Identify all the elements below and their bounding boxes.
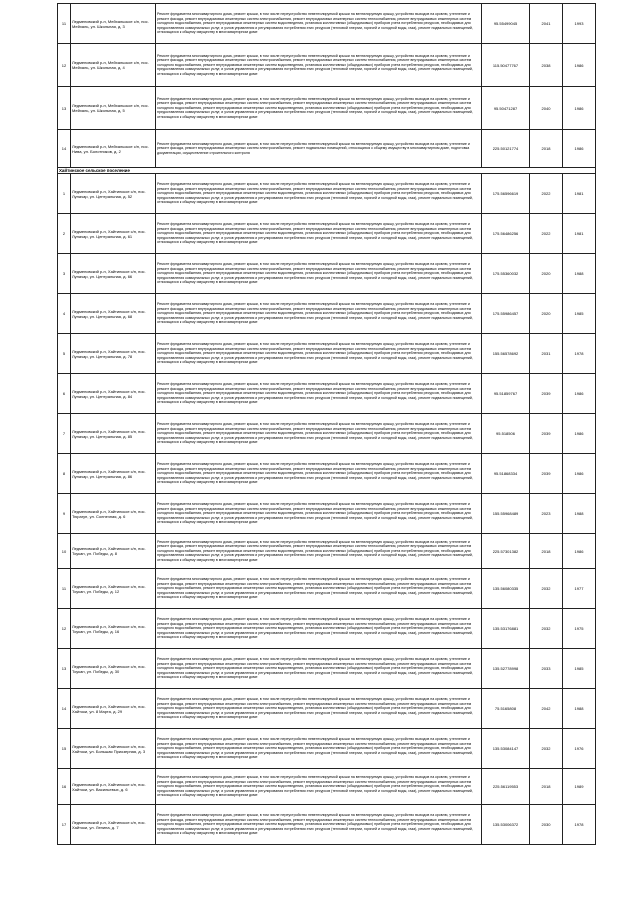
row-year-planned: 2039	[530, 414, 563, 454]
row-works: Ремонт фундамента многоквартирного дома, ремонт крыши, в том числе переустройство невентилируемой крыши на вентилируемую крышу, устройство выходов на кровлю, утепление и ремонт фасада, ремонт внутридомовых инженерных систем электроснабжения, ремонт внутридомовых инженерных систем теплоснабжения, ремонт внутридомовых инженерных систем холодного водоснабжения, ремонт внутридомовых инженерных систем водоотведения, установка коллективных (общедомовых) приборов учета потребления ресурсов, необходимых для предоставления коммунальных услуг, и узлов управления и регулирования потребления этих ресурсов (тепловой энергии, горячей и холодной воды, газа), ремонт подвальных помещений, относящихся к общему имуществу в многоквартирном доме	[156, 494, 482, 534]
row-year-built: 1976	[563, 729, 596, 769]
table-row	[58, 87, 596, 130]
table-row	[58, 494, 596, 534]
row-number: 5	[58, 334, 71, 374]
row-area: 135.53006372	[482, 805, 530, 845]
row-year-planned: 2032	[530, 729, 563, 769]
row-address: Ледменовский р-н, Мейхальское с/п, пос. Мейхаль, ул. Школьная, д. 3	[71, 4, 156, 44]
table-row	[58, 374, 596, 414]
row-year-built: 1986	[563, 534, 596, 569]
row-works: Ремонт фундамента многоквартирного дома, ремонт крыши, в том числе переустройство невентилируемой крыши на вентилируемую крышу, устройство выходов на кровлю, утепление и ремонт фасада, ремонт внутридомовых инженерных систем электроснабжения, ремонт внутридомовых инженерных систем теплоснабжения, ремонт внутридомовых инженерных систем холодного водоснабжения, ремонт внутридомовых инженерных систем водоотведения, установка коллективных (общедомовых) приборов учета потребления ресурсов, необходимых для предоставления коммунальных услуг, и узлов управления и регулирования потребления этих ресурсов (тепловой энергии, горячей и холодной воды, газа), ремонт подвальных помещений, относящихся к общему имуществу в многоквартирном доме	[156, 87, 482, 130]
row-address: Ледменовский р-н, Хайтинское с/п, пос. Луначар, ул. Центральная, д. 86	[71, 454, 156, 494]
row-address: Ледменовский р-н, Хайтинское с/п, пос. Луначар, ул. Центральная, д. 85	[71, 414, 156, 454]
row-year-planned: 2018	[530, 130, 563, 168]
row-works: Ремонт фундамента многоквартирного дома, ремонт крыши, в том числе переустройство невентилируемой крыши на вентилируемую крышу, устройство выходов на кровлю, утепление и ремонт фасада, ремонт внутридомовых инженерных систем электроснабжения, ремонт внутридомовых инженерных систем теплоснабжения, ремонт внутридомовых инженерных систем холодного водоснабжения, ремонт внутридомовых инженерных систем водоотведения, установка коллективных (общедомовых) приборов учета потребления ресурсов, необходимых для предоставления коммунальных услуг, и узлов управления и регулирования потребления этих ресурсов (тепловой энергии, горячей и холодной воды, газа), ремонт подвальных помещений, относящихся к общему имуществу в многоквартирном доме	[156, 805, 482, 845]
row-area: 115.50477767	[482, 44, 530, 87]
row-year-planned: 2023	[530, 494, 563, 534]
table-row	[58, 294, 596, 334]
row-year-planned: 2020	[530, 254, 563, 294]
row-works: Ремонт фундамента многоквартирного дома, ремонт крыши, в том числе переустройство невентилируемой крыши на вентилируемую крышу, устройство выходов на кровлю, утепление и ремонт фасада, ремонт внутридомовых инженерных систем электроснабжения, ремонт внутридомовых инженерных систем теплоснабжения, ремонт внутридомовых инженерных систем холодного водоснабжения, ремонт внутридомовых инженерных систем водоотведения, установка коллективных (общедомовых) приборов учета потребления ресурсов, необходимых для предоставления коммунальных услуг, и узлов управления и регулирования потребления этих ресурсов (тепловой энергии, горячей и холодной воды, газа), ремонт подвальных помещений, относящихся к общему имуществу в многоквартирном доме	[156, 254, 482, 294]
row-address: Ледменовский р-н, Хайтинское с/п, пос. Хайтоки, ул. Большая Приозерная, д. 3	[71, 729, 156, 769]
table-row	[58, 569, 596, 609]
row-number: 12	[58, 44, 71, 87]
row-year-planned: 2039	[530, 374, 563, 414]
row-address: Ледменовский р-н, Хайтинское с/п, пос. Тоукан, ул. Победы, д. 12	[71, 569, 156, 609]
capital-repair-table	[57, 3, 596, 845]
row-works: Ремонт фундамента многоквартирного дома, ремонт крыши, в том числе переустройство невентилируемой крыши на вентилируемую крышу, устройство выходов на кровлю, утепление и ремонт фасада, ремонт внутридомовых инженерных систем электроснабжения, ремонт внутридомовых инженерных систем теплоснабжения, ремонт внутридомовых инженерных систем холодного водоснабжения, ремонт внутридомовых инженерных систем водоотведения, установка коллективных (общедомовых) приборов учета потребления ресурсов, необходимых для предоставления коммунальных услуг, и узлов управления и регулирования потребления этих ресурсов (тепловой энергии, горячей и холодной воды, газа), ремонт подвальных помещений, относящихся к общему имуществу в многоквартирном доме	[156, 44, 482, 87]
row-area: 175.55986457	[482, 294, 530, 334]
row-year-planned: 2038	[530, 44, 563, 87]
row-address: Ледменовский р-н, Хайтинское с/п, пос. Тюрагуп, ул. Солнечная, д. 6	[71, 494, 156, 534]
table-row	[58, 214, 596, 254]
row-area: 135.53084147	[482, 729, 530, 769]
row-year-planned: 2033	[530, 649, 563, 689]
row-number: 14	[58, 689, 71, 729]
row-year-planned: 2040	[530, 87, 563, 130]
row-year-built: 1986	[563, 130, 596, 168]
row-number: 7	[58, 414, 71, 454]
row-works: Ремонт фундамента многоквартирного дома, ремонт крыши, в том числе переустройство невентилируемой крыши на вентилируемую крышу, устройство выходов на кровлю, утепление и ремонт фасада, ремонт внутридомовых инженерных систем электроснабжения, ремонт внутридомовых инженерных систем теплоснабжения, ремонт внутридомовых инженерных систем холодного водоснабжения, ремонт внутридомовых инженерных систем водоотведения, установка коллективных (общедомовых) приборов учета потребления ресурсов, необходимых для предоставления коммунальных услуг, и узлов управления и регулирования потребления этих ресурсов (тепловой энергии, горячей и холодной воды, газа), ремонт подвальных помещений, относящихся к общему имуществу в многоквартирном доме	[156, 609, 482, 649]
table-row	[58, 254, 596, 294]
row-area: 95.55499045	[482, 4, 530, 44]
row-works: Ремонт фундамента многоквартирного дома, ремонт крыши, в том числе переустройство невентилируемой крыши на вентилируемую крышу, устройство выходов на кровлю, утепление и ремонт фасада, ремонт внутридомовых инженерных систем электроснабжения, ремонт внутридомовых инженерных систем теплоснабжения, ремонт внутридомовых инженерных систем холодного водоснабжения, ремонт внутридомовых инженерных систем водоотведения, установка коллективных (общедомовых) приборов учета потребления ресурсов, необходимых для предоставления коммунальных услуг, и узлов управления и регулирования потребления этих ресурсов (тепловой энергии, горячей и холодной воды, газа), ремонт подвальных помещений, относящихся к общему имуществу в многоквартирном доме	[156, 294, 482, 334]
row-number: 11	[58, 569, 71, 609]
row-area: 175.56596619	[482, 174, 530, 214]
row-address: Ледменовский р-н, Хайтинское с/п, пос. Луначар, ул. Центральная, д. 61	[71, 214, 156, 254]
row-area: 155.55968489	[482, 494, 530, 534]
row-year-built: 1981	[563, 214, 596, 254]
row-year-built: 1978	[563, 805, 596, 845]
row-number: 4	[58, 294, 71, 334]
row-address: Ледменовский р-н, Хайтинское с/п, пос. Луначар, ул. Центральная, д. 68	[71, 294, 156, 334]
row-area: 175.55360032	[482, 254, 530, 294]
row-number: 17	[58, 805, 71, 845]
row-address: Ледменовский р-н, Хайтинское с/п, пос. Луначар, ул. Центральная, д. 84	[71, 374, 156, 414]
row-number: 2	[58, 214, 71, 254]
row-area: 225.50121774	[482, 130, 530, 168]
row-year-planned: 2030	[530, 805, 563, 845]
row-year-built: 1985	[563, 649, 596, 689]
row-works: Ремонт фундамента многоквартирного дома, ремонт крыши, в том числе переустройство невентилируемой крыши на вентилируемую крышу, устройство выходов на кровлю, утепление и ремонт фасада, ремонт внутридомовых инженерных систем электроснабжения, ремонт внутридомовых инженерных систем теплоснабжения, ремонт внутридомовых инженерных систем холодного водоснабжения, ремонт внутридомовых инженерных систем водоотведения, установка коллективных (общедомовых) приборов учета потребления ресурсов, необходимых для предоставления коммунальных услуг, и узлов управления и регулирования потребления этих ресурсов (тепловой энергии, горячей и холодной воды, газа), ремонт подвальных помещений, относящихся к общему имуществу в многоквартирном доме	[156, 334, 482, 374]
row-area: 135.53176881	[482, 609, 530, 649]
row-area: 225.57301382	[482, 534, 530, 569]
document-page	[57, 3, 595, 845]
row-address: Ледменовский р-н, Хайтинское с/п, пос. Хайтоки, ул. Ленина, д. 7	[71, 805, 156, 845]
row-address: Ледменовский р-н, Хайтинское с/п, пос. Луначар, ул. Центральная, д. 78	[71, 334, 156, 374]
row-works: Ремонт фундамента многоквартирного дома, ремонт крыши, в том числе переустройство невентилируемой крыши на вентилируемую крышу, устройство выходов на кровлю, утепление и ремонт фасада, ремонт внутридомовых инженерных систем электроснабжения, ремонт внутридомовых инженерных систем теплоснабжения, ремонт внутридомовых инженерных систем холодного водоснабжения, ремонт внутридомовых инженерных систем водоотведения, установка коллективных (общедомовых) приборов учета потребления ресурсов, необходимых для предоставления коммунальных услуг, и узлов управления и регулирования потребления этих ресурсов (тепловой энергии, горячей и холодной воды, газа), ремонт подвальных помещений, относящихся к общему имуществу в многоквартирном доме	[156, 649, 482, 689]
row-number: 9	[58, 494, 71, 534]
row-area: 175.56486256	[482, 214, 530, 254]
row-area: 95.518506	[482, 414, 530, 454]
row-number: 14	[58, 130, 71, 168]
row-works: Ремонт фундамента многоквартирного дома, ремонт крыши, в том числе переустройство невентилируемой крыши на вентилируемую крышу, устройство выходов на кровлю, утепление и ремонт фасада, ремонт внутридомовых инженерных систем электроснабжения, ремонт внутридомовых инженерных систем теплоснабжения, ремонт внутридомовых инженерных систем холодного водоснабжения, ремонт внутридомовых инженерных систем водоотведения, установка коллективных (общедомовых) приборов учета потребления ресурсов, необходимых для предоставления коммунальных услуг, и узлов управления и регулирования потребления этих ресурсов (тепловой энергии, горячей и холодной воды, газа), ремонт подвальных помещений, относящихся к общему имуществу в многоквартирном доме	[156, 689, 482, 729]
row-year-planned: 2032	[530, 609, 563, 649]
row-address: Ледменовский р-н, Хайтинское с/п, пос. Тоукан, ул. Победы, д. 8	[71, 534, 156, 569]
row-works: Ремонт фундамента многоквартирного дома, ремонт крыши, в том числе переустройство невентилируемой крыши на вентилируемую крышу, устройство выходов на кровлю, утепление и ремонт фасада, ремонт внутридомовых инженерных систем электроснабжения, ремонт внутридомовых инженерных систем теплоснабжения, ремонт внутридомовых инженерных систем холодного водоснабжения, ремонт внутридомовых инженерных систем водоотведения, установка коллективных (общедомовых) приборов учета потребления ресурсов, необходимых для предоставления коммунальных услуг, и узлов управления и регулирования потребления этих ресурсов (тепловой энергии, горячей и холодной воды, газа), ремонт подвальных помещений, относящихся к общему имуществу в многоквартирном доме	[156, 534, 482, 569]
row-number: 13	[58, 87, 71, 130]
row-year-built: 1988	[563, 494, 596, 534]
table-section-top	[58, 4, 596, 168]
table-section-bottom	[58, 174, 596, 845]
row-year-built: 1986	[563, 374, 596, 414]
row-works: Ремонт фундамента многоквартирного дома, ремонт крыши, в том числе переустройство невентилируемой крыши на вентилируемую крышу, устройство выходов на кровлю, утепление и ремонт фасада, ремонт внутридомовых инженерных систем электроснабжения, ремонт внутридомовых инженерных систем теплоснабжения, ремонт внутридомовых инженерных систем холодного водоснабжения, ремонт внутридомовых инженерных систем водоотведения, установка коллективных (общедомовых) приборов учета потребления ресурсов, необходимых для предоставления коммунальных услуг, и узлов управления и регулирования потребления этих ресурсов (тепловой энергии, горячей и холодной воды, газа), ремонт подвальных помещений, относящихся к общему имуществу в многоквартирном доме	[156, 729, 482, 769]
table-row	[58, 769, 596, 805]
row-year-built: 1988	[563, 254, 596, 294]
row-area: 225.56119553	[482, 769, 530, 805]
table-row	[58, 609, 596, 649]
row-area: 75.5165808	[482, 689, 530, 729]
row-number: 1	[58, 174, 71, 214]
row-year-planned: 2042	[530, 689, 563, 729]
row-year-built: 1986	[563, 44, 596, 87]
row-year-planned: 2022	[530, 174, 563, 214]
row-area: 95.51868334	[482, 454, 530, 494]
row-year-planned: 2032	[530, 569, 563, 609]
row-number: 3	[58, 254, 71, 294]
row-year-built: 1981	[563, 174, 596, 214]
row-year-planned: 2020	[530, 294, 563, 334]
row-address: Ледменовский р-н, Хайтинское с/п, пос. Луначар, ул. Центральная, д. 66	[71, 254, 156, 294]
row-year-built: 1986	[563, 454, 596, 494]
row-year-built: 1988	[563, 689, 596, 729]
row-address: Ледменовский р-н, Мейхальское с/п, пос. Нива, ул. Болотников, д. 2	[71, 130, 156, 168]
row-year-built: 1986	[563, 414, 596, 454]
row-address: Ледменовский р-н, Хайтинское с/п, пос. Хайтоки, ул. Васильевых, д. 6	[71, 769, 156, 805]
row-address: Ледменовский р-н, Хайтинское с/п, пос. Тоукан, ул. Победы, д. 16	[71, 609, 156, 649]
row-year-built: 1986	[563, 87, 596, 130]
row-address: Ледменовский р-н, Хайтинское с/п, пос. Хайтоки, ул. 8 Марта, д. 29	[71, 689, 156, 729]
row-year-built: 1993	[563, 4, 596, 44]
row-works: Ремонт фундамента многоквартирного дома, ремонт крыши, в том числе переустройство невентилируемой крыши на вентилируемую крышу, устройство выходов на кровлю, утепление и ремонт фасада, ремонт внутридомовых инженерных систем электроснабжения, ремонт внутридомовых инженерных систем теплоснабжения, ремонт внутридомовых инженерных систем холодного водоснабжения, ремонт внутридомовых инженерных систем водоотведения, установка коллективных (общедомовых) приборов учета потребления ресурсов, необходимых для предоставления коммунальных услуг, и узлов управления и регулирования потребления этих ресурсов (тепловой энергии, горячей и холодной воды, газа), ремонт подвальных помещений, относящихся к общему имуществу в многоквартирном доме	[156, 214, 482, 254]
row-year-built: 1985	[563, 294, 596, 334]
row-year-built: 1989	[563, 769, 596, 805]
row-number: 6	[58, 374, 71, 414]
row-year-planned: 2039	[530, 454, 563, 494]
table-row	[58, 174, 596, 214]
row-area: 135.56080335	[482, 569, 530, 609]
row-works: Ремонт фундамента многоквартирного дома, ремонт крыши, в том числе переустройство невентилируемой крыши на вентилируемую крышу, устройство выходов на кровлю, утепление и ремонт фасада, ремонт внутридомовых инженерных систем электроснабжения, ремонт внутридомовых инженерных систем теплоснабжения, ремонт внутридомовых инженерных систем холодного водоснабжения, ремонт внутридомовых инженерных систем водоотведения, установка коллективных (общедомовых) приборов учета потребления ресурсов, необходимых для предоставления коммунальных услуг, и узлов управления и регулирования потребления этих ресурсов (тепловой энергии, горячей и холодной воды, газа), ремонт подвальных помещений, относящихся к общему имуществу в многоквартирном доме	[156, 454, 482, 494]
row-works: Ремонт фундамента многоквартирного дома, ремонт крыши, в том числе переустройство невентилируемой крыши на вентилируемую крышу, устройство выходов на кровлю, утепление и ремонт фасада, ремонт внутридомовых инженерных систем электроснабжения, ремонт внутридомовых инженерных систем теплоснабжения, ремонт внутридомовых инженерных систем холодного водоснабжения, ремонт внутридомовых инженерных систем водоотведения, установка коллективных (общедомовых) приборов учета потребления ресурсов, необходимых для предоставления коммунальных услуг, и узлов управления и регулирования потребления этих ресурсов (тепловой энергии, горячей и холодной воды, газа), ремонт подвальных помещений, относящихся к общему имуществу в многоквартирном доме	[156, 769, 482, 805]
row-number: 16	[58, 769, 71, 805]
row-number: 15	[58, 729, 71, 769]
row-year-planned: 2018	[530, 769, 563, 805]
row-year-planned: 2031	[530, 334, 563, 374]
row-address: Ледменовский р-н, Мейхальское с/п, пос. Мейхаль, ул. Школьная, д. 5	[71, 87, 156, 130]
row-number: 11	[58, 4, 71, 44]
table-row	[58, 334, 596, 374]
row-works: Ремонт фундамента многоквартирного дома, ремонт крыши, в том числе переустройство невентилируемой крыши на вентилируемую крышу, устройство выходов на кровлю, утепление и ремонт фасада, ремонт внутридомовых инженерных систем электроснабжения, ремонт подвальных помещений, относящихся к общему имуществу в многоквартирном доме, подготовка документации, осуществление строительного контроля	[156, 130, 482, 168]
row-area: 95.50471287	[482, 87, 530, 130]
row-year-planned: 2018	[530, 534, 563, 569]
row-address: Ледменовский р-н, Хайтинское с/п, пос. Тоукан, ул. Победы, д. 30	[71, 649, 156, 689]
row-area: 155.56578692	[482, 334, 530, 374]
row-area: 95.51859767	[482, 374, 530, 414]
table-row	[58, 454, 596, 494]
row-year-built: 1978	[563, 334, 596, 374]
table-row	[58, 649, 596, 689]
row-number: 10	[58, 534, 71, 569]
row-works: Ремонт фундамента многоквартирного дома, ремонт крыши, в том числе переустройство невентилируемой крыши на вентилируемую крышу, устройство выходов на кровлю, утепление и ремонт фасада, ремонт внутридомовых инженерных систем электроснабжения, ремонт внутридомовых инженерных систем теплоснабжения, ремонт внутридомовых инженерных систем холодного водоснабжения, ремонт внутридомовых инженерных систем водоотведения, установка коллективных (общедомовых) приборов учета потребления ресурсов, необходимых для предоставления коммунальных услуг, и узлов управления и регулирования потребления этих ресурсов (тепловой энергии, горячей и холодной воды, газа), ремонт подвальных помещений, относящихся к общему имуществу в многоквартирном доме	[156, 174, 482, 214]
row-number: 13	[58, 649, 71, 689]
row-works: Ремонт фундамента многоквартирного дома, ремонт крыши, в том числе переустройство невентилируемой крыши на вентилируемую крышу, устройство выходов на кровлю, утепление и ремонт фасада, ремонт внутридомовых инженерных систем электроснабжения, ремонт внутридомовых инженерных систем теплоснабжения, ремонт внутридомовых инженерных систем холодного водоснабжения, ремонт внутридомовых инженерных систем водоотведения, установка коллективных (общедомовых) приборов учета потребления ресурсов, необходимых для предоставления коммунальных услуг, и узлов управления и регулирования потребления этих ресурсов (тепловой энергии, горячей и холодной воды, газа), ремонт подвальных помещений, относящихся к общему имуществу в многоквартирном доме	[156, 569, 482, 609]
row-works: Ремонт фундамента многоквартирного дома, ремонт крыши, в том числе переустройство невентилируемой крыши на вентилируемую крышу, устройство выходов на кровлю, утепление и ремонт фасада, ремонт внутридомовых инженерных систем электроснабжения, ремонт внутридомовых инженерных систем теплоснабжения, ремонт внутридомовых инженерных систем холодного водоснабжения, ремонт внутридомовых инженерных систем водоотведения, установка коллективных (общедомовых) приборов учета потребления ресурсов, необходимых для предоставления коммунальных услуг, и узлов управления и регулирования потребления этих ресурсов (тепловой энергии, горячей и холодной воды, газа), ремонт подвальных помещений, относящихся к общему имуществу в многоквартирном доме	[156, 374, 482, 414]
table-row	[58, 4, 596, 44]
row-works: Ремонт фундамента многоквартирного дома, ремонт крыши, в том числе переустройство невентилируемой крыши на вентилируемую крышу, устройство выходов на кровлю, утепление и ремонт фасада, ремонт внутридомовых инженерных систем электроснабжения, ремонт внутридомовых инженерных систем теплоснабжения, ремонт внутридомовых инженерных систем холодного водоснабжения, ремонт внутридомовых инженерных систем водоотведения, установка коллективных (общедомовых) приборов учета потребления ресурсов, необходимых для предоставления коммунальных услуг, и узлов управления и регулирования потребления этих ресурсов (тепловой энергии, горячей и холодной воды, газа), ремонт подвальных помещений, относящихся к общему имуществу в многоквартирном доме	[156, 414, 482, 454]
row-year-planned: 2022	[530, 214, 563, 254]
table-row	[58, 689, 596, 729]
row-number: 8	[58, 454, 71, 494]
table-row	[58, 130, 596, 168]
row-works: Ремонт фундамента многоквартирного дома, ремонт крыши, в том числе переустройство невентилируемой крыши на вентилируемую крышу, устройство выходов на кровлю, утепление и ремонт фасада, ремонт внутридомовых инженерных систем электроснабжения, ремонт внутридомовых инженерных систем теплоснабжения, ремонт внутридомовых инженерных систем холодного водоснабжения, ремонт внутридомовых инженерных систем водоотведения, установка коллективных (общедомовых) приборов учета потребления ресурсов, необходимых для предоставления коммунальных услуг, и узлов управления и регулирования потребления этих ресурсов (тепловой энергии, горячей и холодной воды, газа), ремонт подвальных помещений, относящихся к общему имуществу в многоквартирном доме	[156, 4, 482, 44]
row-area: 135.52778998	[482, 649, 530, 689]
table-row	[58, 729, 596, 769]
row-number: 12	[58, 609, 71, 649]
section-title: Хайтинское сельское поселение	[58, 168, 596, 174]
row-address: Ледменовский р-н, Хайтинское с/п, пос. Луначар, ул. Центральная, д. 52	[71, 174, 156, 214]
table-row	[58, 805, 596, 845]
row-year-built: 1977	[563, 569, 596, 609]
row-year-built: 1975	[563, 609, 596, 649]
row-address: Ледменовский р-н, Мейхальское с/п, пос. Мейхаль, ул. Школьная, д. 4	[71, 44, 156, 87]
table-row	[58, 534, 596, 569]
table-row	[58, 414, 596, 454]
table-row	[58, 44, 596, 87]
row-year-planned: 2041	[530, 4, 563, 44]
